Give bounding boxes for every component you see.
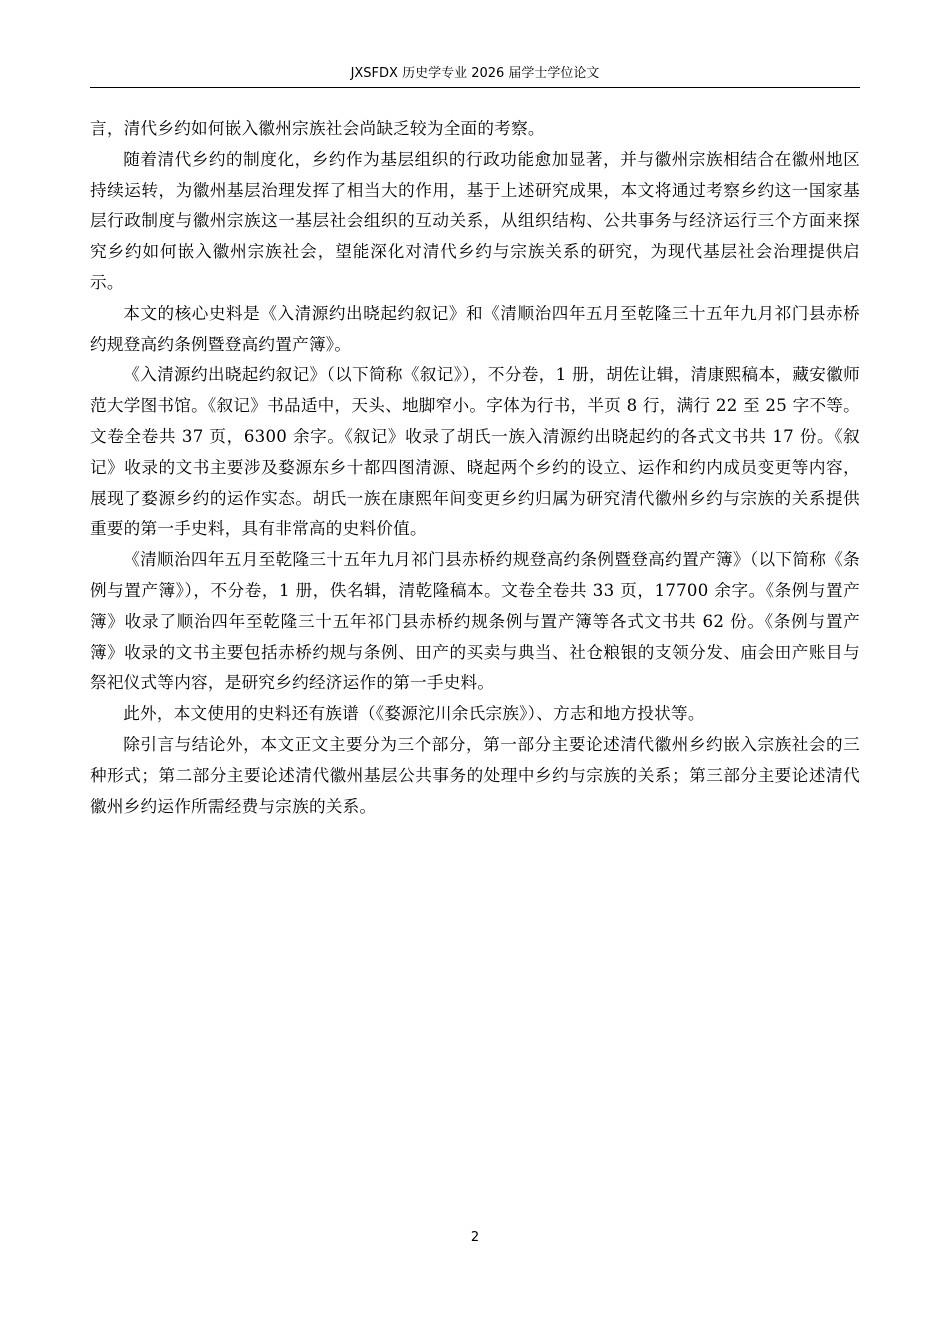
paragraph-core-sources: 本文的核心史料是《入清源约出晓起约叙记》和《清顺治四年五月至乾隆三十五年九月祁门县赤桥约规登高约条例暨登高约置产簿》。 bbox=[90, 303, 860, 354]
body-text bbox=[90, 114, 860, 822]
paragraph-source-tiaoli: 《清顺治四年五月至乾隆三十五年九月祁门县赤桥约规登高约条例暨登高约置产簿》（以下简称《条例与置产簿》），不分卷，1 册，佚名辑，清乾隆稿本。文卷全卷共 33 页，17700 余字。《条例与置产簿》收录了顺治四年至乾隆三十五年祁门县赤桥约规条例与置产簿等各式文书共 62 份。《条例与置产簿》收录的文书主要包括赤桥约规与条例、田产的买卖与典当、社仓粮银的支领分发、庙会田产账目与祭祀仪式等内容，是研究乡约经济运作的第一手史料。 bbox=[90, 550, 860, 693]
header-divider bbox=[90, 87, 860, 88]
paragraph-research-purpose: 随着清代乡约的制度化，乡约作为基层组织的行政功能愈加显著，并与徽州宗族相结合在徽州地区持续运转，为徽州基层治理发挥了相当大的作用，基于上述研究成果，本文将通过考察乡约这一国家基层行政制度与徽州宗族这一基层社会组织的互动关系，从组织结构、公共事务与经济运行三个方面来探究乡约如何嵌入徽州宗族社会，望能深化对清代乡约与宗族关系的研究，为现代基层社会治理提供启示。 bbox=[90, 149, 860, 292]
page-number: 2 bbox=[470, 1230, 480, 1245]
paragraph-continuation: 言，清代乡约如何嵌入徽州宗族社会尚缺乏较为全面的考察。 bbox=[90, 119, 545, 138]
paragraph-other-sources: 此外，本文使用的史料还有族谱（《婺源沱川余氏宗族》）、方志和地方投状等。 bbox=[123, 704, 705, 724]
paragraph-source-xuji: 《入清源约出晓起约叙记》（以下简称《叙记》），不分卷，1 册，胡佐让辑，清康熙稿本，藏安徽师范大学图书馆。《叙记》书品适中，天头、地脚窄小。字体为行书，半页 8 行，满行 22 至 25 字不等。文卷全卷共 37 页，6300 余字。《叙记》收录了胡氏一族入清源约出晓起约的各式文书共 17 份。《叙记》收录的文书主要涉及婺源东乡十都四图清源、晓起两个乡约的设立、运作和约内成员变更等内容，展现了婺源乡约的运作实态。胡氏一族在康熙年间变更乡约归属为研究清代徽州乡约与宗族的关系提供重要的第一手史料，具有非常高的史料价值。 bbox=[90, 365, 860, 539]
paragraph-structure: 除引言与结论外，本文正文主要分为三个部分，第一部分主要论述清代徽州乡约嵌入宗族社会的三种形式；第二部分主要论述清代徽州基层公共事务的处理中乡约与宗族的关系；第三部分主要论述清代徽州乡约运作所需经费与宗族的关系。 bbox=[90, 734, 860, 816]
page-header: JXSFDX 历史学专业 2026 届学士学位论文 bbox=[350, 66, 600, 81]
